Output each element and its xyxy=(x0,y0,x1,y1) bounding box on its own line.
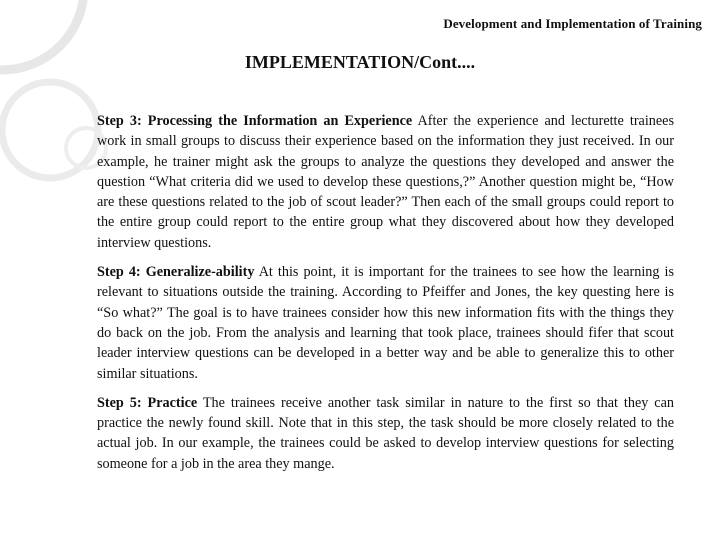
step-4-paragraph xyxy=(97,262,674,384)
step-5-heading: Step 5: Practice xyxy=(97,394,198,411)
step-3-text: After the experience and lecturette trainees work in small groups to discuss their experience based on the information they just received. In our example, he trainer might ask the groups to analyze the questions they developed and answer the question “What criteria did we used to develop these questions,?” Another question might be, “How are these questions related to the job of scout leader?” Then each of the small groups could report to the entire group could report to the entire group what they discovered about how they developed interview questions. xyxy=(97,113,674,251)
slide-header: Development and Implementation of Training xyxy=(443,16,702,31)
step-5-paragraph xyxy=(97,393,674,474)
step-3-heading: Step 3: Processing the Information an Experience xyxy=(97,113,413,129)
step-4-heading: Step 4: Generalize-ability xyxy=(97,264,255,281)
step-5-text: The trainees receive another task similar in nature to the first so that they can practice the newly found skill. Note that in this step, the task should be more closely related to the actual job. In our example, the trainees could be asked to develop interview questions for selecting someone for a job in the area they mange. xyxy=(97,394,674,472)
slide-title: IMPLEMENTATION/Cont.... xyxy=(244,52,476,72)
slide-body xyxy=(97,111,674,483)
step-4-text: At this point, it is important for the trainees to see how the learning is relevant to situations outside the training. According to Pfeiffer and Jones, the key questing here is “So what?” The goal is to have trainees consider how this new information fits with the things they do back on the job. From the analysis and learning that took place, trainees should fifer that scout leader interview questions can be developed in a better way and be able to generalize this to other similar situations. xyxy=(97,264,674,382)
step-3-paragraph xyxy=(97,111,674,253)
decorative-circle-medium xyxy=(2,82,98,178)
